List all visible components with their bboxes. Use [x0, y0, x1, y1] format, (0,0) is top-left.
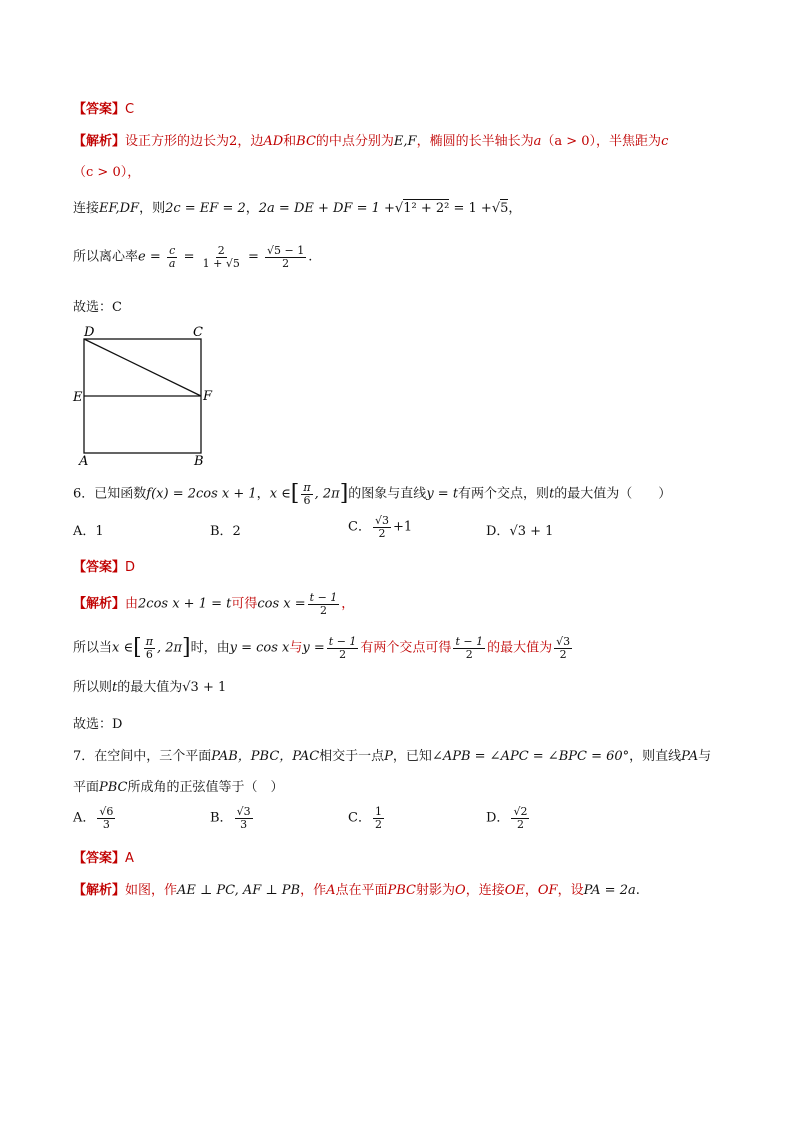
- answer-tag: 【答案】: [73, 851, 126, 866]
- q5-answer-line: [73, 103, 134, 116]
- numerator: √3: [556, 635, 571, 648]
- square-figure: [70, 322, 220, 472]
- numerator: 1: [374, 805, 382, 818]
- fraction: [265, 245, 306, 269]
- math: PA = 2a: [583, 883, 636, 898]
- label-D: D: [84, 325, 95, 340]
- math: , 2π: [314, 486, 340, 502]
- denominator: a: [168, 256, 176, 270]
- fraction: [97, 806, 115, 830]
- denominator: 2: [374, 817, 382, 831]
- q6-stem: 6．已知函数f(x) = 2cos x + 1，x ∈[ $\frac{\pi}{6}$ , 2π]的图象与直线y = t有两个交点，则t的最大值为（ ）: [73, 481, 672, 507]
- text: .: [635, 883, 640, 898]
- q7-option-a: [73, 806, 117, 830]
- text: 6．已知函数: [73, 486, 147, 502]
- fraction: [554, 636, 572, 660]
- text: D．: [486, 810, 510, 826]
- fraction: [144, 636, 155, 660]
- q7-option-c: [348, 806, 386, 830]
- denominator: 1 + √5: [202, 256, 240, 270]
- text: 7．在空间中，三个平面: [73, 749, 212, 764]
- text: .: [308, 249, 313, 265]
- math: AE ⊥ PC, AF ⊥ PB: [177, 883, 301, 898]
- text: 连接: [73, 201, 100, 216]
- q7-analysis-line-1: [73, 884, 640, 897]
- math: = 1 +: [453, 201, 492, 216]
- math: O: [455, 883, 466, 898]
- label-B: B: [194, 454, 204, 469]
- math: E,F: [393, 134, 417, 149]
- math: EF,DF: [99, 201, 140, 216]
- math: 2cos x + 1 = t: [138, 596, 232, 612]
- text: ，已知: [392, 749, 432, 764]
- fraction: [373, 806, 384, 830]
- math: PBC: [387, 883, 417, 898]
- denominator: 2: [516, 817, 524, 831]
- q6-analysis-line-2: 所以当x ∈[ $\frac{\pi}{6}$ , 2π]时，由y = cos x与y = $\frac{t - 1}{2}$ 有两个交点可得 $\frac{t - 1}{2}$ 的最大值为 $\frac{√3}{2}$: [73, 635, 571, 661]
- numerator: 2: [217, 244, 225, 257]
- answer-tag: 【答案】: [73, 560, 126, 575]
- numerator: t − 1: [455, 635, 484, 648]
- math: x ∈: [112, 640, 134, 656]
- math: PA: [681, 749, 699, 764]
- denominator: 6: [303, 493, 311, 507]
- math: （a > 0）: [541, 134, 597, 149]
- fraction: [167, 245, 178, 269]
- text: 由: [125, 596, 139, 612]
- text: 2: [229, 134, 238, 149]
- text: ，边: [237, 134, 264, 149]
- analysis-tag: 【解析】: [73, 596, 126, 612]
- q5-conclusion: 故选：C: [73, 300, 122, 315]
- text: 有两个交点，则: [458, 486, 550, 502]
- text: D．: [486, 524, 510, 539]
- q6-option-a: A．1: [73, 524, 104, 539]
- text: 点在平面: [335, 883, 388, 898]
- text: ，: [524, 883, 538, 898]
- text: ，: [508, 201, 522, 216]
- numerator: π: [303, 481, 311, 494]
- denominator: 6: [145, 647, 153, 661]
- text: 设正方形的边长为: [125, 134, 230, 149]
- q7-stem-line-2: [73, 781, 284, 794]
- math: AD: [263, 134, 284, 149]
- numerator: √3: [236, 805, 251, 818]
- math: P: [384, 749, 393, 764]
- text: ，半焦距为: [596, 134, 662, 149]
- q6-option-c: [348, 515, 412, 539]
- fraction: [235, 806, 253, 830]
- q5-analysis-line-1: [73, 135, 668, 148]
- fraction: [308, 592, 340, 616]
- text: 的最大值为（ ）: [554, 486, 672, 502]
- math: e =: [138, 249, 161, 265]
- denominator: 2: [465, 647, 473, 661]
- math: y = t: [426, 486, 459, 502]
- denominator: 2: [378, 526, 386, 540]
- answer-tag: 【答案】: [73, 102, 126, 117]
- denominator: 3: [240, 817, 248, 831]
- text: C．: [348, 810, 371, 826]
- numerator: t − 1: [328, 635, 357, 648]
- q6-analysis-line-1: [73, 592, 354, 616]
- denominator: 2: [559, 647, 567, 661]
- denominator: 2: [282, 256, 290, 270]
- fraction: [453, 636, 485, 660]
- math: a: [533, 134, 542, 149]
- text: ，: [341, 596, 355, 612]
- numerator: t − 1: [309, 591, 338, 604]
- answer-value: D: [125, 560, 136, 575]
- math: （c > 0），: [73, 165, 141, 180]
- answer-value: A: [125, 851, 134, 866]
- math: , 2π: [156, 640, 183, 656]
- q6-conclusion: 故选：D: [73, 717, 123, 732]
- denominator: 2: [339, 647, 347, 661]
- math: y = cos x: [229, 640, 290, 656]
- q5-analysis-line-4: 所以离心率e = $\frac{c}{a}$ = $\frac{2}{1 + √5}$ = $\frac{√5 - 1}{2}$ .: [73, 244, 313, 270]
- q5-analysis-line-3: 连接EF,DF，则2c = EF = 2，2a = DE + DF = 1 +√1² + 2² = 1 +√5，: [73, 201, 522, 216]
- text: ，椭圆的长半轴长为: [416, 134, 534, 149]
- text: +1: [392, 519, 413, 535]
- text: 的最大值为: [117, 680, 183, 695]
- label-C: C: [193, 325, 203, 340]
- q7-stem-line-1: [73, 750, 711, 763]
- math: y =: [302, 640, 325, 656]
- text: B．: [210, 810, 233, 826]
- math: OE: [504, 883, 525, 898]
- math: x ∈: [269, 486, 291, 502]
- fraction: [201, 245, 242, 269]
- q6-option-b: B．2: [210, 524, 241, 539]
- text: ，连接: [465, 883, 505, 898]
- text: 和: [283, 134, 297, 149]
- math: OF: [537, 883, 558, 898]
- numerator: c: [169, 244, 176, 257]
- math: ∠APB = ∠APC = ∠BPC = 60°: [431, 749, 630, 764]
- math: c: [661, 134, 669, 149]
- analysis-tag: 【解析】: [73, 883, 126, 898]
- math: 5: [500, 201, 509, 216]
- text: 与: [289, 640, 303, 656]
- numerator: √5 − 1: [267, 244, 305, 257]
- text: 相交于一点: [319, 749, 385, 764]
- q5-analysis-line-2: [73, 166, 140, 179]
- math: t: [549, 486, 555, 502]
- fraction: [511, 806, 529, 830]
- analysis-tag: 【解析】: [73, 134, 126, 149]
- math: 1² + 2²: [403, 201, 450, 216]
- text: 与: [698, 749, 712, 764]
- answer-value: C: [125, 102, 135, 117]
- text: ，: [245, 201, 259, 216]
- fraction: [301, 482, 312, 506]
- text: 如图，作: [125, 883, 178, 898]
- label-F: F: [203, 389, 213, 404]
- text: 的中点分别为: [315, 134, 394, 149]
- q7-option-d: [486, 806, 531, 830]
- math: BC: [296, 134, 316, 149]
- math: cos x =: [257, 596, 306, 612]
- math: PBC: [99, 780, 128, 795]
- math: √3 + 1: [509, 524, 554, 539]
- math: PAB，PBC，PAC: [211, 749, 320, 764]
- text: ，作: [300, 883, 327, 898]
- denominator: 3: [102, 817, 110, 831]
- math: A: [326, 883, 336, 898]
- text: 的图象与直线: [348, 486, 427, 502]
- text: 有两个交点可得: [360, 640, 452, 656]
- text: C．: [348, 519, 371, 535]
- text: 平面: [73, 780, 100, 795]
- text: 的最大值为: [487, 640, 553, 656]
- text: 所以则: [73, 680, 113, 695]
- q7-answer-line: [73, 852, 134, 865]
- text: 时，由: [190, 640, 230, 656]
- math: f(x) = 2cos x + 1: [146, 486, 257, 502]
- numerator: √6: [99, 805, 114, 818]
- text: 可得: [231, 596, 258, 612]
- segment-DF: [84, 339, 201, 396]
- numerator: √2: [513, 805, 528, 818]
- label-E: E: [73, 390, 83, 405]
- text: ，: [256, 486, 270, 502]
- label-A: A: [79, 454, 89, 469]
- fraction: [373, 515, 391, 539]
- numerator: π: [145, 635, 153, 648]
- math: √3 + 1: [182, 680, 227, 695]
- text: 所以离心率: [73, 249, 139, 265]
- numerator: √3: [374, 514, 389, 527]
- math: t: [112, 680, 118, 695]
- text: 所以当: [73, 640, 113, 656]
- math: 2a = DE + DF = 1 +: [258, 201, 395, 216]
- text: A．: [73, 810, 96, 826]
- q6-analysis-line-3: [73, 681, 226, 694]
- denominator: 2: [319, 603, 327, 617]
- text: ，则: [139, 201, 166, 216]
- math: 2c = EF = 2: [165, 201, 246, 216]
- text: ，设: [557, 883, 584, 898]
- text: 所成角的正弦值等于（ ）: [127, 780, 284, 795]
- q6-option-d: [486, 525, 553, 538]
- text: ，则直线: [629, 749, 682, 764]
- q7-option-b: [210, 806, 255, 830]
- q6-answer-line: [73, 561, 135, 574]
- fraction: [327, 636, 359, 660]
- text: 射影为: [416, 883, 456, 898]
